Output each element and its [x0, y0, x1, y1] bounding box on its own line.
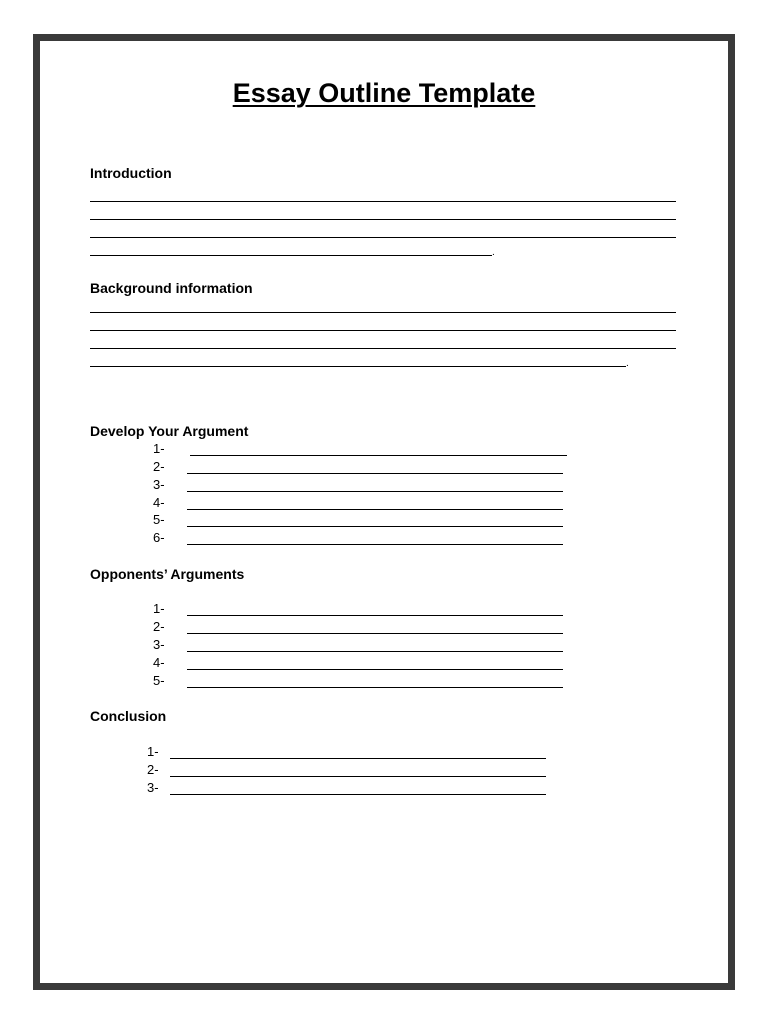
argument-line-4[interactable]	[187, 509, 563, 510]
introduction-line-3[interactable]	[90, 237, 676, 238]
page-title: Essay Outline Template	[232, 78, 536, 108]
argument-line-5[interactable]	[187, 526, 563, 527]
opponents-number-1: 1-	[153, 601, 165, 616]
conclusion-number-1: 1-	[147, 744, 159, 759]
opponents-line-5[interactable]	[187, 687, 563, 688]
conclusion-heading: Conclusion	[90, 708, 167, 724]
background-end-mark: .	[626, 358, 629, 369]
background-line-3[interactable]	[90, 348, 676, 349]
background-line-2[interactable]	[90, 330, 676, 331]
argument-number-1: 1-	[153, 441, 165, 456]
argument-line-6[interactable]	[187, 544, 563, 545]
argument-line-3[interactable]	[187, 491, 563, 492]
conclusion-line-3[interactable]	[170, 794, 546, 795]
argument-line-1[interactable]	[190, 455, 567, 456]
background-line-1[interactable]	[90, 312, 676, 313]
opponents-line-1[interactable]	[187, 615, 563, 616]
opponents-number-4: 4-	[153, 655, 165, 670]
background-heading: Background information	[90, 280, 253, 296]
introduction-line-1[interactable]	[90, 201, 676, 202]
argument-number-2: 2-	[153, 459, 165, 474]
opponents-line-3[interactable]	[187, 651, 563, 652]
conclusion-number-3: 3-	[147, 780, 159, 795]
argument-heading: Develop Your Argument	[90, 423, 249, 439]
conclusion-line-2[interactable]	[170, 776, 546, 777]
argument-number-4: 4-	[153, 495, 165, 510]
opponents-number-2: 2-	[153, 619, 165, 634]
opponents-number-5: 5-	[153, 673, 165, 688]
argument-line-2[interactable]	[187, 473, 563, 474]
conclusion-number-2: 2-	[147, 762, 159, 777]
background-line-4[interactable]	[90, 366, 626, 367]
opponents-line-2[interactable]	[187, 633, 563, 634]
argument-number-5: 5-	[153, 512, 165, 527]
opponents-line-4[interactable]	[187, 669, 563, 670]
argument-number-3: 3-	[153, 477, 165, 492]
introduction-heading: Introduction	[90, 165, 172, 181]
opponents-number-3: 3-	[153, 637, 165, 652]
introduction-line-2[interactable]	[90, 219, 676, 220]
opponents-heading: Opponents’ Arguments	[90, 566, 245, 582]
argument-number-6: 6-	[153, 530, 165, 545]
introduction-line-4[interactable]	[90, 255, 492, 256]
conclusion-line-1[interactable]	[170, 758, 546, 759]
introduction-end-mark: .	[492, 247, 495, 258]
